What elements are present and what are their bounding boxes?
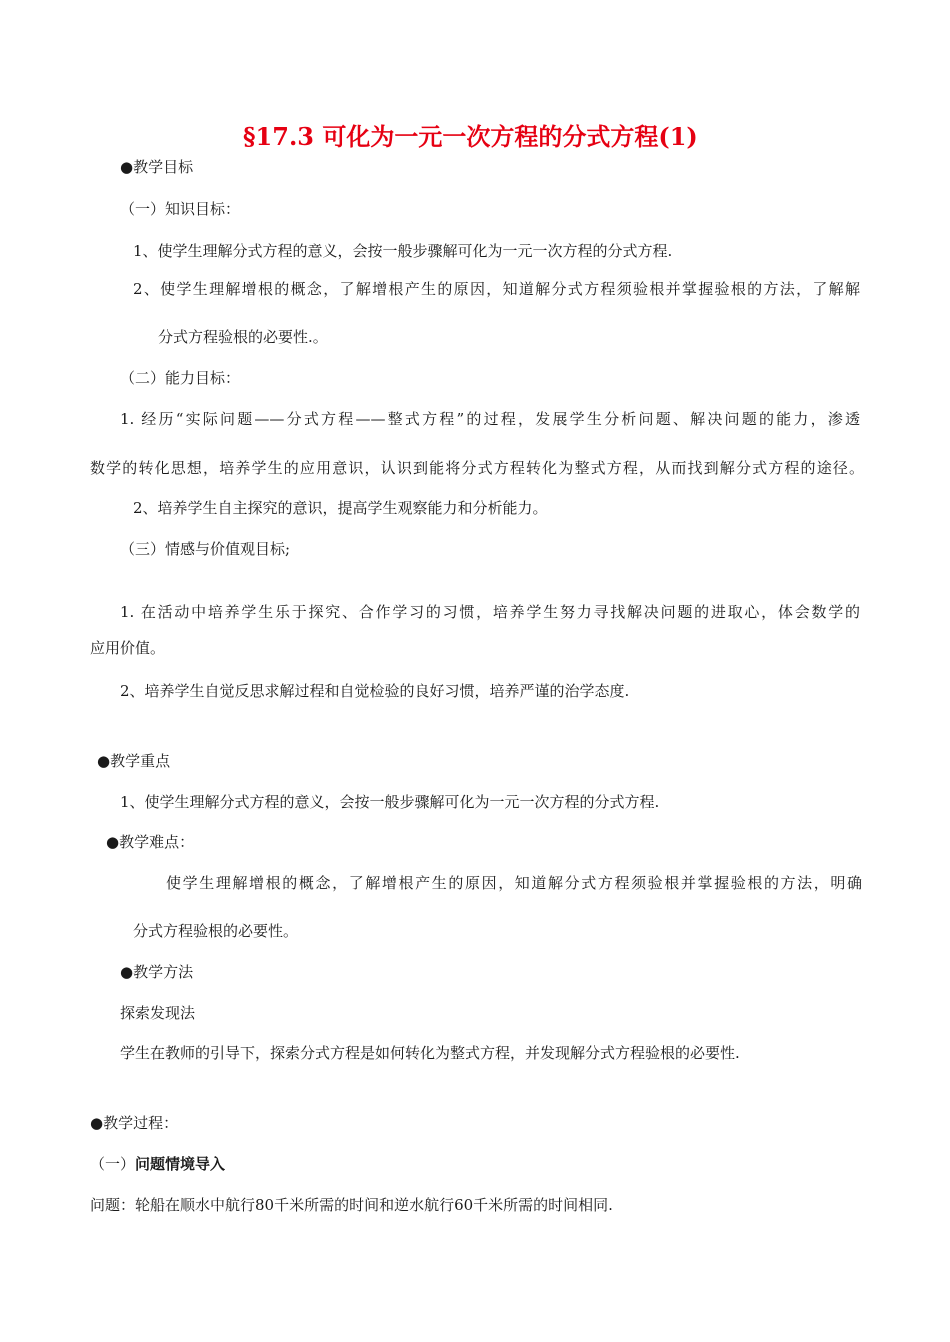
ability-goal-1-line1: 1. 经历“实际问题——分式方程——整式方程”的过程，发展学生分析问题、解决问题的能力，渗透 (120, 410, 860, 428)
page-title: §17.3 可化为一元一次方程的分式方程(1) (243, 122, 698, 151)
knowledge-goal-2-line2: 分式方程验根的必要性.。 (158, 328, 328, 346)
methods-heading: ●教学方法 (120, 963, 194, 981)
emotion-goals-heading: （三）情感与价值观目标; (120, 540, 291, 558)
process-heading: ●教学过程： (90, 1114, 179, 1132)
process-section-1-number: （一） (90, 1155, 136, 1173)
ability-goal-2: 2、培养学生自主探究的意识，提高学生观察能力和分析能力。 (133, 499, 548, 517)
methods-description: 学生在教师的引导下，探索分式方程是如何转化为整式方程，并发现解分式方程验根的必要性. (120, 1044, 740, 1062)
process-problem: 问题：轮船在顺水中航行80千米所需的时间和逆水航行60千米所需的时间相同. (90, 1196, 613, 1214)
ability-goal-1-line2: 数学的转化思想，培养学生的应用意识，认识到能将分式方程转化为整式方程，从而找到解分式方程的途径。 (90, 459, 864, 477)
key-point-1: 1、使学生理解分式方程的意义，会按一般步骤解可化为一元一次方程的分式方程. (120, 793, 660, 811)
emotion-goal-1-line1: 1. 在活动中培养学生乐于探究、合作学习的习惯，培养学生努力寻找解决问题的进取心，体会数学的 (120, 603, 860, 621)
emotion-goal-2: 2、培养学生自觉反思求解过程和自觉检验的良好习惯，培养严谨的治学态度. (120, 682, 630, 700)
knowledge-goal-1: 1、使学生理解分式方程的意义，会按一般步骤解可化为一元一次方程的分式方程. (133, 242, 673, 260)
knowledge-goal-2-line1: 2、使学生理解增根的概念，了解增根产生的原因，知道解分式方程须验根并掌握验根的方法，了解解 (133, 280, 860, 298)
emotion-goal-1-line2: 应用价值。 (90, 639, 166, 657)
ability-goals-heading: （二）能力目标： (120, 369, 241, 387)
knowledge-goals-heading: （一）知识目标： (120, 200, 241, 218)
methods-name: 探索发现法 (120, 1004, 196, 1022)
process-section-1-heading (90, 1154, 225, 1174)
difficulties-heading: ●教学难点： (106, 833, 195, 851)
difficulties-line1: 使学生理解增根的概念，了解增根产生的原因，知道解分式方程须验根并掌握验根的方法，明确 (166, 874, 862, 892)
difficulties-line2: 分式方程验根的必要性。 (133, 922, 299, 940)
goals-heading: ●教学目标 (120, 158, 194, 176)
key-points-heading: ●教学重点 (97, 752, 171, 770)
process-section-1-title: 问题情境导入 (135, 1155, 226, 1173)
